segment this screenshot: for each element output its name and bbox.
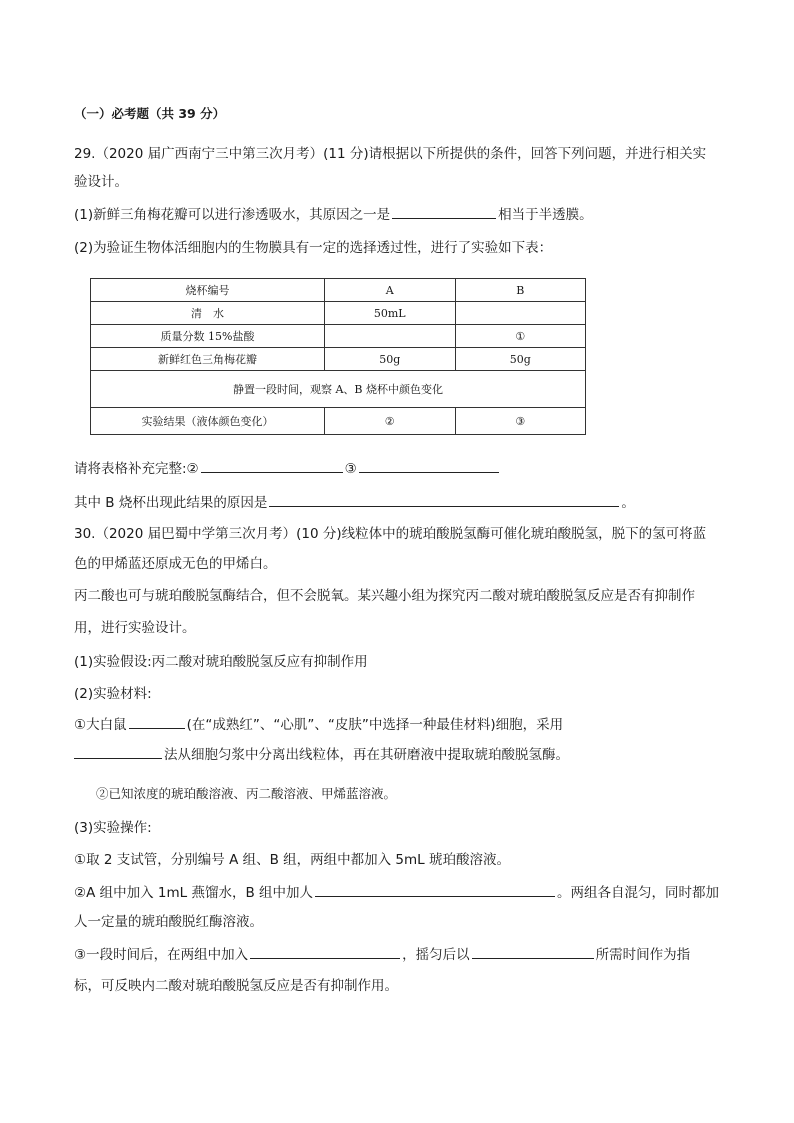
q29-fill-blank-2[interactable] xyxy=(201,458,343,473)
q29-part1-blank[interactable] xyxy=(392,204,496,219)
q29-fill-table xyxy=(74,458,501,479)
q30-material1-text-after: (在“成熟红”、“心肌”、“皮肤”中选择一种最佳材料)细胞，采用 xyxy=(186,717,564,733)
q29-reason-end: 。 xyxy=(621,495,635,511)
table-cell xyxy=(324,325,455,348)
table-row xyxy=(91,348,586,371)
q29-stem-line2: 验设计。 xyxy=(74,174,128,190)
q29-reason xyxy=(74,492,635,513)
q29-part1-text-after: 相当于半透膜。 xyxy=(498,207,593,223)
table-cell: 50g xyxy=(324,348,455,371)
q30-op2-line2: 人一定量的琥珀酸脱红酶溶液。 xyxy=(74,914,263,930)
table-cell: ② xyxy=(324,408,455,435)
experiment-table xyxy=(90,278,586,435)
q30-op2-text-after: 。两组各自混匀，同时都加 xyxy=(557,885,720,901)
q29-part1 xyxy=(74,204,593,225)
table-cell: 烧杯编号 xyxy=(91,279,325,302)
q30-op1: ①取 2 支试管，分别编号 A 组、B 组，两组中都加入 5mL 琥珀酸溶液。 xyxy=(74,852,510,868)
q30-material1 xyxy=(74,714,563,735)
table-cell: A xyxy=(324,279,455,302)
table-cell: 新鲜红色三角梅花瓣 xyxy=(91,348,325,371)
q30-op3-after: 所需时间作为指 xyxy=(595,947,691,963)
table-row xyxy=(91,371,586,408)
q29-reason-text: 其中 B 烧杯出现此结果的原因是 xyxy=(74,495,268,511)
q30-material1-line2 xyxy=(74,744,569,765)
table-cell: 50mL xyxy=(324,302,455,325)
table-cell: ③ xyxy=(455,408,586,435)
q30-materials-title: (2)实验材料: xyxy=(74,686,152,702)
q30-op3-mid: ，摇匀后以 xyxy=(402,947,470,963)
q30-material1-line2-text: 法从细胞匀浆中分离出线粒体，再在其研磨液中提取琥珀酸脱氢酶。 xyxy=(164,747,569,763)
q30-operations-title: (3)实验操作: xyxy=(74,820,152,836)
q30-method-blank[interactable] xyxy=(74,744,162,759)
q30-stem-line3: 丙二酸也可与琥珀酸脱氢酶结合，但不会脱氧。某兴趣小组为探究丙二酸对琥珀酸脱氢反应是否有抑制作 xyxy=(74,588,695,604)
q30-op3-text: ③一段时间后，在两组中加入 xyxy=(74,947,249,963)
q29-fill-mid: ③ xyxy=(344,461,357,477)
q30-op2-text: ②A 组中加入 1mL 燕馏水，B 组中加人 xyxy=(74,885,314,901)
q29-part2: (2)为验证生物体活细胞内的生物膜具有一定的选择透过性，进行了实验如下表： xyxy=(74,240,553,256)
q30-material1-text: ①大白鼠 xyxy=(74,717,127,733)
table-cell: 实验结果（液体颜色变化） xyxy=(91,408,325,435)
q30-op3-blank-1[interactable] xyxy=(250,944,400,959)
q30-stem-line2: 色的甲烯蓝还原成无色的甲烯白。 xyxy=(74,556,277,572)
table-cell: 50g xyxy=(455,348,586,371)
table-cell: 质量分数 15%盐酸 xyxy=(91,325,325,348)
q30-op2-blank[interactable] xyxy=(315,882,555,897)
table-row xyxy=(91,302,586,325)
q30-op2 xyxy=(74,882,719,903)
q29-fill-label: 请将表格补充完整:② xyxy=(74,461,199,477)
table-row xyxy=(91,325,586,348)
q30-op3 xyxy=(74,944,690,965)
q30-material1-blank[interactable] xyxy=(129,714,185,729)
q30-material2: ②已知浓度的琥珀酸溶液、丙二酸溶液、甲烯蓝溶液。 xyxy=(96,786,397,801)
table-row xyxy=(91,408,586,435)
section-header: （一）必考题（共 39 分） xyxy=(74,106,226,121)
q29-stem-line1: 29.（2020 届广西南宁三中第三次月考）(11 分)请根据以下所提供的条件，回答下列问题，并进行相关实 xyxy=(74,146,707,162)
q30-stem-line4: 用，进行实验设计。 xyxy=(74,620,196,636)
q30-op3-blank-2[interactable] xyxy=(472,944,594,959)
q30-hypothesis: (1)实验假设:丙二酸对琥珀酸脱氢反应有抑制作用 xyxy=(74,654,368,670)
table-cell: ① xyxy=(455,325,586,348)
table-merged-cell: 静置一段时间，观察 A、B 烧杯中颜色变化 xyxy=(91,371,586,408)
q29-fill-blank-3[interactable] xyxy=(359,458,499,473)
q29-reason-blank[interactable] xyxy=(269,492,619,507)
table-cell xyxy=(455,302,586,325)
table-cell: 清 水 xyxy=(91,302,325,325)
table-cell: B xyxy=(455,279,586,302)
q29-part1-text: (1)新鲜三角梅花瓣可以进行渗透吸水，其原因之一是 xyxy=(74,207,391,223)
table-header-row xyxy=(91,279,586,302)
q30-stem-line1: 30.（2020 届巴蜀中学第三次月考）(10 分)线粒体中的琥珀酸脱氢酶可催化琥珀酸脱氢，脱下的氢可将蓝 xyxy=(74,526,707,542)
q30-op3-line2: 标，可反映内二酸对琥珀酸脱氢反应是否有抑制作用。 xyxy=(74,978,398,994)
